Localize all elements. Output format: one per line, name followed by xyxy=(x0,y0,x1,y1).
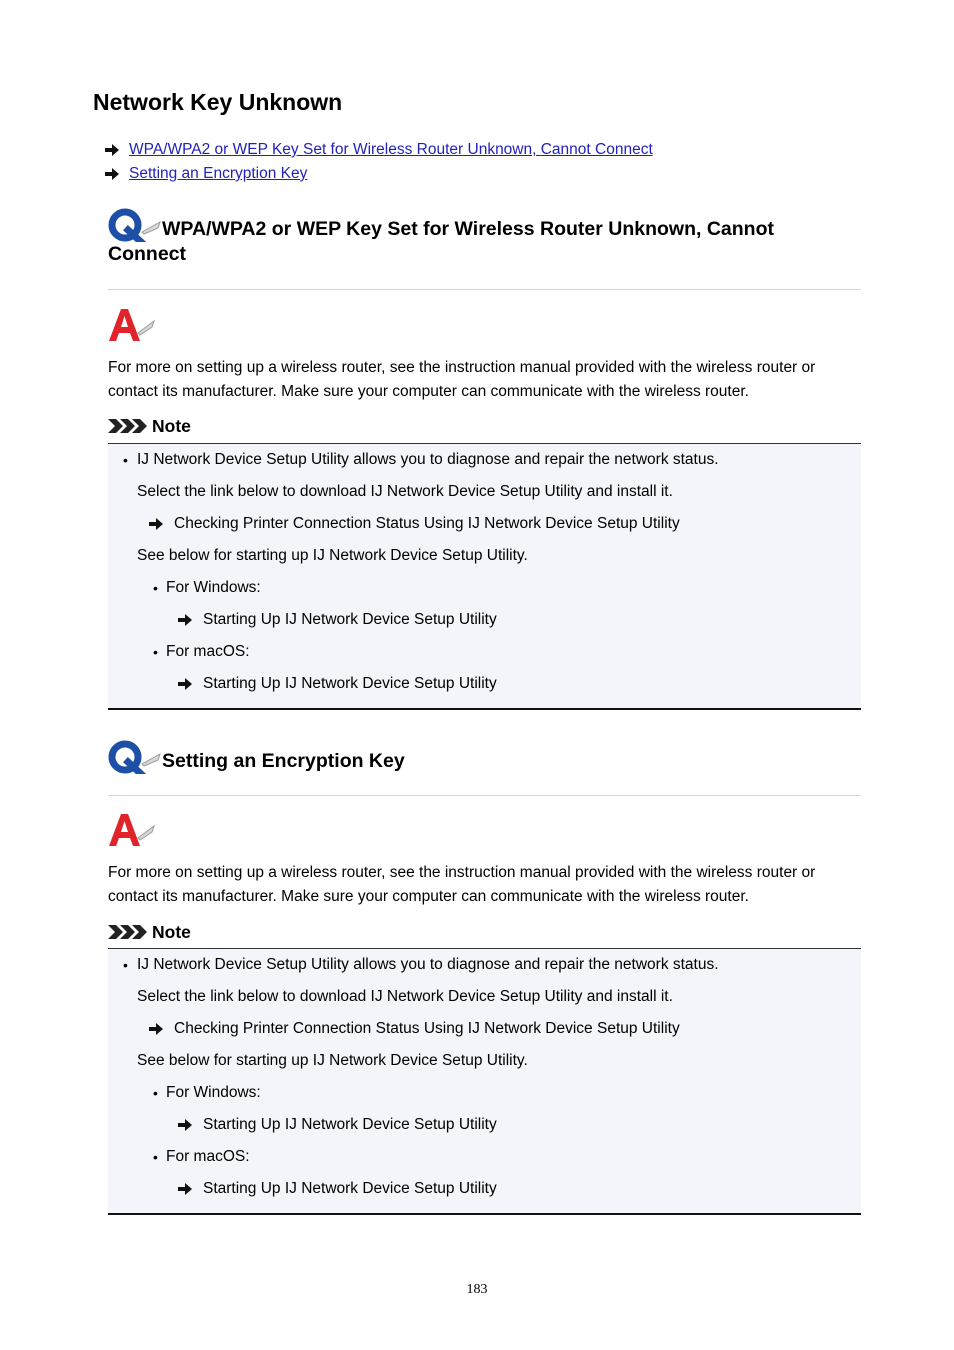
windows-startup-link[interactable]: Starting Up IJ Network Device Setup Utility xyxy=(203,1116,497,1133)
answer-a-icon xyxy=(108,812,156,848)
note-arrows-icon xyxy=(108,418,148,434)
question-q-icon xyxy=(108,740,162,774)
note-box xyxy=(108,948,861,1215)
bullet-icon: • xyxy=(153,1149,158,1165)
note-label: Note xyxy=(152,415,191,436)
windows-label: For Windows: xyxy=(166,579,261,596)
check-connection-link[interactable]: Checking Printer Connection Status Using IJ Network Device Setup Utility xyxy=(174,1020,680,1037)
toc-item-wpa xyxy=(105,138,865,162)
answer-line2: contact its manufacturer. Make sure your computer can communicate with the wireless router. xyxy=(108,888,749,905)
macos-label: For macOS: xyxy=(166,1148,250,1165)
note-label: Note xyxy=(152,921,191,942)
arrow-right-icon xyxy=(105,168,119,180)
note-bullet-text: IJ Network Device Setup Utility allows you to diagnose and repair the network status. xyxy=(137,451,719,468)
question-heading xyxy=(108,208,861,267)
qa-section-wpa xyxy=(108,208,861,692)
question-line2: Connect xyxy=(108,243,186,265)
question-line1: WPA/WPA2 or WEP Key Set for Wireless Router Unknown, Cannot xyxy=(162,218,774,240)
arrow-right-icon xyxy=(149,1023,163,1035)
toc-link-encryption[interactable]: Setting an Encryption Key xyxy=(129,165,308,182)
note-see-below-text: See below for starting up IJ Network Device Setup Utility. xyxy=(137,1052,528,1069)
bullet-icon: • xyxy=(153,644,158,660)
note-bullet-text: IJ Network Device Setup Utility allows you to diagnose and repair the network status. xyxy=(137,956,719,973)
arrow-right-icon xyxy=(178,1183,192,1195)
windows-label: For Windows: xyxy=(166,1084,261,1101)
page-title: Network Key Unknown xyxy=(93,89,343,115)
answer-text xyxy=(108,861,861,909)
macos-startup-link[interactable]: Starting Up IJ Network Device Setup Utility xyxy=(203,1180,497,1197)
section-divider xyxy=(108,795,861,796)
bullet-icon: • xyxy=(153,580,158,596)
note-check-link-row[interactable] xyxy=(149,1020,680,1038)
macos-startup-link[interactable]: Starting Up IJ Network Device Setup Utility xyxy=(203,675,497,692)
arrow-right-icon xyxy=(105,144,119,156)
check-connection-link[interactable]: Checking Printer Connection Status Using IJ Network Device Setup Utility xyxy=(174,515,680,532)
note-check-link-row[interactable] xyxy=(149,515,680,533)
note-heading xyxy=(108,920,861,944)
toc-link-wpa[interactable]: WPA/WPA2 or WEP Key Set for Wireless Router Unknown, Cannot Connect xyxy=(129,141,653,158)
arrow-right-icon xyxy=(178,1119,192,1131)
macos-label: For macOS: xyxy=(166,643,250,660)
bullet-icon: • xyxy=(153,1085,158,1101)
arrow-right-icon xyxy=(178,678,192,690)
answer-a-icon xyxy=(108,307,156,343)
arrow-right-icon xyxy=(149,518,163,530)
toc-links xyxy=(105,138,865,186)
note-select-text: Select the link below to download IJ Network Device Setup Utility and install it. xyxy=(137,988,673,1005)
arrow-right-icon xyxy=(178,614,192,626)
qa-section-encryption xyxy=(108,740,861,1197)
question-q-icon xyxy=(108,208,162,242)
note-select-text: Select the link below to download IJ Network Device Setup Utility and install it. xyxy=(137,483,673,500)
note-box xyxy=(108,443,861,710)
answer-line2: contact its manufacturer. Make sure your computer can communicate with the wireless router. xyxy=(108,383,749,400)
question-heading xyxy=(108,740,861,774)
section-divider xyxy=(108,289,861,290)
toc-item-encryption xyxy=(105,162,865,186)
bullet-icon: • xyxy=(123,957,128,973)
note-heading xyxy=(108,414,861,438)
answer-line1: For more on setting up a wireless router, see the instruction manual provided with the wireless router or xyxy=(108,864,816,881)
answer-text xyxy=(108,356,861,404)
windows-link-row[interactable] xyxy=(178,611,497,629)
page-number: 183 xyxy=(466,1282,488,1297)
windows-link-row[interactable] xyxy=(178,1116,497,1134)
question-line1: Setting an Encryption Key xyxy=(162,750,405,772)
macos-link-row[interactable] xyxy=(178,1180,497,1198)
answer-line1: For more on setting up a wireless router, see the instruction manual provided with the wireless router or xyxy=(108,359,816,376)
macos-link-row[interactable] xyxy=(178,675,497,693)
windows-startup-link[interactable]: Starting Up IJ Network Device Setup Utility xyxy=(203,611,497,628)
note-arrows-icon xyxy=(108,924,148,940)
bullet-icon: • xyxy=(123,452,128,468)
note-see-below-text: See below for starting up IJ Network Device Setup Utility. xyxy=(137,547,528,564)
